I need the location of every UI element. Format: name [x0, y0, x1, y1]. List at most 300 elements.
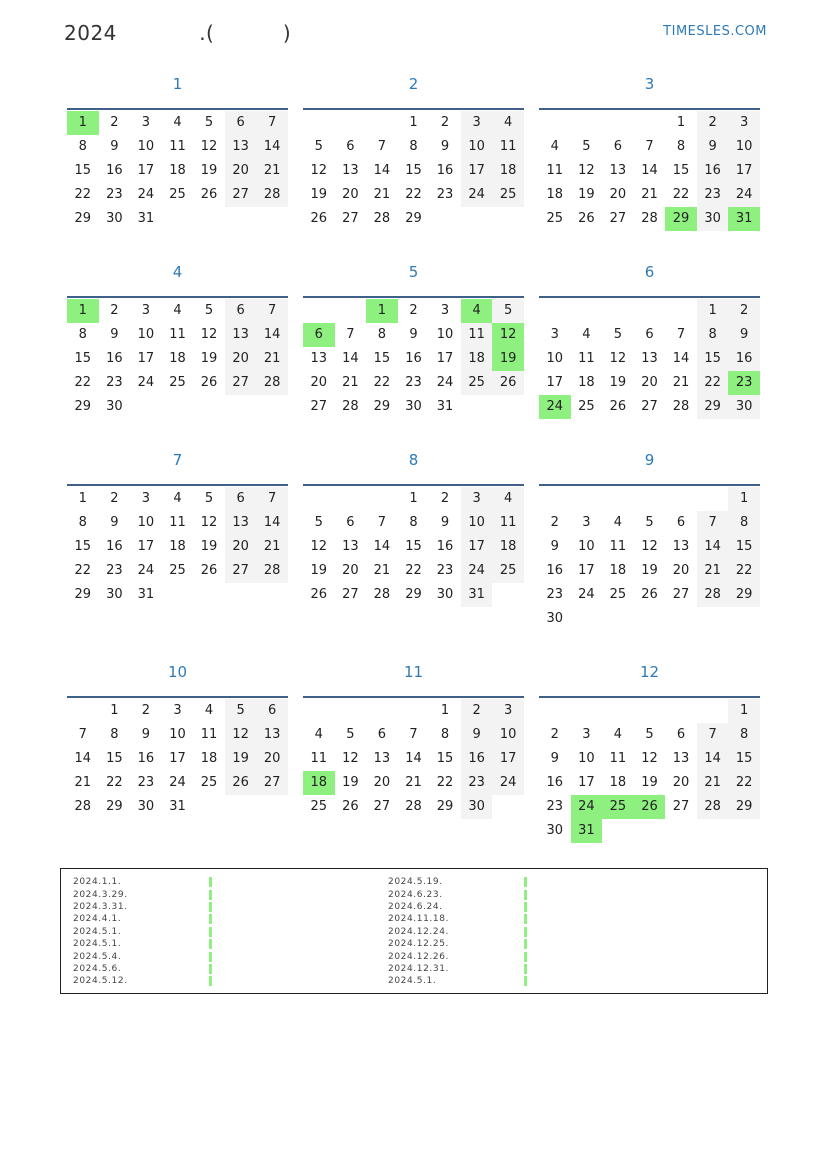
holiday-color-marker [209, 914, 212, 924]
holiday-list-right [388, 876, 527, 988]
day-cell: 28 [697, 583, 729, 607]
day-cell: 6 [377, 727, 387, 742]
day-cell: 11 [310, 751, 328, 766]
day-cell: 14 [641, 163, 658, 178]
month-title: 6 [644, 263, 655, 281]
day-cell: 15 [74, 539, 92, 554]
month-calendar [67, 260, 288, 448]
day-cell: 17 [546, 375, 564, 390]
month-day-grid [303, 111, 524, 231]
empty-day-cell [303, 487, 335, 511]
holiday-entry [388, 938, 527, 950]
day-cell: 20 [373, 775, 391, 790]
month-divider [539, 296, 760, 298]
empty-day-cell [571, 299, 603, 323]
month-calendar [303, 448, 524, 660]
day-cell: 21 [74, 775, 92, 790]
day-cell: 18 [492, 159, 524, 183]
day-cell: 30 [106, 399, 123, 414]
day-cell: 12 [200, 139, 218, 154]
day-cell: 20 [342, 187, 359, 202]
day-cell: 27 [609, 211, 627, 226]
day-cell: 9 [141, 727, 151, 742]
day-cell: 2 [697, 111, 729, 135]
day-cell: 20 [672, 775, 690, 790]
day-cell: 11 [492, 511, 524, 535]
day-cell: 4 [173, 491, 182, 506]
day-cell: 11 [609, 539, 627, 554]
day-cell: 16 [697, 159, 729, 183]
month-title: 12 [639, 663, 660, 681]
day-cell: 8 [78, 139, 87, 154]
day-cell: 23 [436, 187, 454, 202]
day-cell: 16 [546, 563, 564, 578]
holiday-entry [388, 913, 527, 925]
day-cell: 29 [728, 795, 760, 819]
day-cell: 6 [225, 299, 257, 323]
day-cell: 5 [346, 727, 355, 742]
empty-day-cell [665, 487, 697, 511]
day-cell: 27 [641, 399, 658, 414]
day-cell: 21 [256, 159, 288, 183]
months-grid [67, 72, 761, 872]
day-cell: 8 [377, 327, 387, 342]
holiday-day-cell: 6 [303, 323, 335, 347]
day-cell: 2 [550, 515, 559, 530]
day-cell: 24 [461, 559, 493, 583]
day-cell: 12 [200, 327, 218, 342]
holiday-day-cell: 24 [539, 395, 571, 419]
day-cell: 14 [74, 751, 92, 766]
holiday-entry [73, 888, 212, 900]
day-cell: 12 [200, 515, 218, 530]
day-cell: 3 [728, 111, 760, 135]
holiday-color-marker [524, 964, 527, 974]
day-cell: 27 [225, 371, 257, 395]
day-cell: 28 [373, 211, 391, 226]
holiday-date: 2024.5.1. [388, 976, 437, 987]
day-cell: 27 [342, 587, 359, 602]
day-cell: 27 [342, 211, 359, 226]
day-cell: 24 [461, 183, 493, 207]
day-cell: 1 [697, 299, 729, 323]
day-cell: 8 [110, 727, 119, 742]
holiday-color-marker [524, 976, 527, 986]
holiday-entry [73, 926, 212, 938]
day-cell: 21 [405, 775, 422, 790]
day-cell: 2 [461, 699, 493, 723]
empty-day-cell [366, 111, 398, 135]
day-cell: 5 [613, 327, 623, 342]
day-cell: 17 [169, 751, 186, 766]
day-cell: 29 [728, 583, 760, 607]
empty-day-cell [303, 111, 335, 135]
day-cell: 14 [672, 351, 690, 366]
month-divider [303, 696, 524, 698]
day-cell: 7 [256, 487, 288, 511]
day-cell: 9 [697, 135, 729, 159]
day-cell: 31 [169, 799, 186, 814]
holiday-color-marker [524, 902, 527, 912]
day-cell: 19 [225, 747, 257, 771]
day-cell: 10 [546, 351, 564, 366]
day-cell: 16 [546, 775, 564, 790]
month-calendar [539, 660, 760, 872]
day-cell: 5 [204, 303, 214, 318]
day-cell: 21 [342, 375, 359, 390]
month-calendar [67, 660, 288, 872]
day-cell: 9 [550, 751, 559, 766]
day-cell: 24 [137, 375, 155, 390]
day-cell: 24 [436, 375, 454, 390]
day-cell: 2 [110, 491, 119, 506]
day-cell: 16 [461, 747, 493, 771]
holiday-list [60, 868, 768, 994]
holiday-date: 2024.5.19. [388, 877, 443, 888]
empty-day-cell [665, 699, 697, 723]
day-cell: 14 [405, 751, 422, 766]
day-cell: 17 [578, 775, 595, 790]
day-cell: 21 [672, 375, 690, 390]
holiday-entry [388, 950, 527, 962]
holiday-day-cell: 26 [634, 795, 666, 819]
day-cell: 25 [200, 775, 218, 790]
day-cell: 23 [697, 183, 729, 207]
holiday-date: 2024.6.23. [388, 889, 443, 900]
day-cell: 23 [461, 771, 493, 795]
day-cell: 1 [728, 699, 760, 723]
day-cell: 30 [405, 399, 422, 414]
day-cell: 7 [697, 723, 729, 747]
day-cell: 29 [373, 399, 391, 414]
day-cell: 18 [200, 751, 218, 766]
month-calendar [67, 72, 288, 260]
day-cell: 30 [106, 211, 123, 226]
day-cell: 24 [137, 187, 155, 202]
day-cell: 15 [728, 747, 760, 771]
month-title: 8 [408, 451, 419, 469]
month-day-grid [303, 699, 524, 819]
month-calendar [303, 72, 524, 260]
month-calendar [303, 260, 524, 448]
day-cell: 6 [346, 139, 355, 154]
day-cell: 17 [492, 747, 524, 771]
day-cell: 29 [405, 587, 422, 602]
day-cell: 28 [641, 211, 658, 226]
day-cell: 30 [137, 799, 155, 814]
day-cell: 30 [546, 823, 564, 838]
day-cell: 25 [169, 563, 186, 578]
month-day-grid [67, 487, 288, 607]
day-cell: 21 [373, 187, 391, 202]
day-cell: 27 [672, 799, 690, 814]
day-cell: 4 [582, 327, 591, 342]
holiday-day-cell: 1 [67, 111, 99, 135]
day-cell: 13 [225, 323, 257, 347]
day-cell: 10 [492, 723, 524, 747]
month-title: 10 [167, 663, 188, 681]
day-cell: 11 [169, 139, 186, 154]
day-cell: 31 [461, 583, 493, 607]
day-cell: 10 [169, 727, 186, 742]
day-cell: 7 [256, 299, 288, 323]
day-cell: 21 [256, 535, 288, 559]
day-cell: 23 [106, 375, 123, 390]
day-cell: 28 [256, 559, 288, 583]
empty-day-cell [602, 111, 634, 135]
day-cell: 19 [310, 563, 328, 578]
holiday-date: 2024.12.25. [388, 939, 449, 950]
holiday-date: 2024.12.26. [388, 951, 449, 962]
day-cell: 7 [346, 327, 355, 342]
day-cell: 26 [641, 587, 658, 602]
day-cell: 26 [200, 375, 218, 390]
day-cell: 29 [106, 799, 123, 814]
empty-day-cell [335, 111, 367, 135]
day-cell: 4 [492, 487, 524, 511]
day-cell: 12 [225, 723, 257, 747]
day-cell: 22 [728, 771, 760, 795]
day-cell: 15 [672, 163, 690, 178]
day-cell: 23 [546, 587, 564, 602]
day-cell: 11 [492, 135, 524, 159]
holiday-day-cell: 18 [303, 771, 335, 795]
holiday-date: 2024.3.31. [73, 901, 128, 912]
day-cell: 28 [697, 795, 729, 819]
day-cell: 6 [225, 487, 257, 511]
day-cell: 4 [550, 139, 559, 154]
day-cell: 3 [461, 111, 493, 135]
month-title: 11 [403, 663, 424, 681]
day-cell: 21 [373, 563, 391, 578]
empty-day-cell [539, 487, 571, 511]
day-cell: 15 [697, 347, 729, 371]
day-cell: 14 [697, 747, 729, 771]
day-cell: 7 [377, 139, 387, 154]
day-cell: 10 [728, 135, 760, 159]
day-cell: 22 [74, 563, 92, 578]
day-cell: 11 [578, 351, 595, 366]
day-cell: 8 [728, 511, 760, 535]
empty-day-cell [539, 111, 571, 135]
brand-link[interactable]: TIMESLES.COM [663, 24, 767, 39]
day-cell: 31 [436, 399, 454, 414]
day-cell: 9 [461, 723, 493, 747]
day-cell: 8 [697, 323, 729, 347]
day-cell: 17 [137, 539, 155, 554]
day-cell: 30 [436, 587, 454, 602]
day-cell: 13 [342, 539, 359, 554]
day-cell: 3 [582, 515, 591, 530]
holiday-date: 2024.5.1. [73, 939, 122, 950]
day-cell: 26 [609, 399, 627, 414]
day-cell: 23 [436, 563, 454, 578]
day-cell: 10 [436, 327, 454, 342]
day-cell: 5 [204, 491, 214, 506]
empty-day-cell [366, 487, 398, 511]
day-cell: 23 [106, 187, 123, 202]
day-cell: 3 [173, 703, 182, 718]
day-cell: 6 [346, 515, 355, 530]
day-cell: 22 [74, 187, 92, 202]
holiday-date: 2024.12.24. [388, 926, 449, 937]
day-cell: 31 [137, 211, 155, 226]
day-cell: 1 [728, 487, 760, 511]
day-cell: 3 [492, 699, 524, 723]
day-cell: 1 [110, 703, 119, 718]
day-cell: 11 [546, 163, 564, 178]
month-calendar [539, 448, 760, 660]
day-cell: 22 [436, 775, 454, 790]
month-divider [67, 484, 288, 486]
day-cell: 2 [110, 115, 119, 130]
day-cell: 16 [728, 347, 760, 371]
holiday-day-cell: 23 [728, 371, 760, 395]
day-cell: 17 [436, 351, 454, 366]
day-cell: 4 [613, 515, 623, 530]
holiday-day-cell: 19 [492, 347, 524, 371]
holiday-entry [388, 876, 527, 888]
day-cell: 27 [256, 771, 288, 795]
day-cell: 13 [256, 723, 288, 747]
holiday-date: 2024.1.1. [73, 877, 122, 888]
holiday-date: 2024.6.24. [388, 901, 443, 912]
day-cell: 6 [676, 727, 686, 742]
day-cell: 2 [728, 299, 760, 323]
day-cell: 18 [492, 535, 524, 559]
day-cell: 28 [342, 399, 359, 414]
day-cell: 29 [74, 211, 92, 226]
day-cell: 18 [169, 539, 186, 554]
holiday-day-cell: 1 [67, 299, 99, 323]
day-cell: 9 [110, 327, 119, 342]
day-cell: 25 [169, 375, 186, 390]
day-cell: 13 [609, 163, 627, 178]
holiday-color-marker [209, 952, 212, 962]
month-title: 7 [172, 451, 183, 469]
day-cell: 30 [461, 795, 493, 819]
month-day-grid [67, 111, 288, 231]
day-cell: 4 [613, 727, 623, 742]
day-cell: 22 [672, 187, 690, 202]
day-cell: 22 [405, 563, 422, 578]
day-cell: 20 [609, 187, 627, 202]
page-title: 2024 .( ) [64, 21, 292, 45]
day-cell: 29 [74, 587, 92, 602]
day-cell: 12 [641, 751, 658, 766]
day-cell: 20 [256, 747, 288, 771]
day-cell: 28 [256, 183, 288, 207]
day-cell: 26 [310, 587, 328, 602]
holiday-color-marker [209, 877, 212, 887]
holiday-entry [73, 950, 212, 962]
day-cell: 26 [578, 211, 595, 226]
holiday-color-marker [209, 890, 212, 900]
holiday-color-marker [524, 890, 527, 900]
holiday-date: 2024.3.29. [73, 889, 128, 900]
day-cell: 25 [492, 559, 524, 583]
day-cell: 17 [461, 535, 493, 559]
day-cell: 14 [256, 511, 288, 535]
day-cell: 21 [256, 347, 288, 371]
day-cell: 15 [106, 751, 123, 766]
day-cell: 28 [74, 799, 92, 814]
day-cell: 18 [169, 351, 186, 366]
day-cell: 18 [461, 347, 493, 371]
month-title: 4 [172, 263, 183, 281]
day-cell: 2 [110, 303, 119, 318]
day-cell: 27 [373, 799, 391, 814]
day-cell: 13 [672, 751, 690, 766]
day-cell: 1 [440, 703, 450, 718]
day-cell: 6 [676, 515, 686, 530]
day-cell: 15 [74, 351, 92, 366]
day-cell: 26 [492, 371, 524, 395]
day-cell: 1 [409, 491, 418, 506]
day-cell: 26 [200, 563, 218, 578]
holiday-entry [73, 913, 212, 925]
day-cell: 15 [405, 539, 422, 554]
day-cell: 8 [440, 727, 450, 742]
day-cell: 3 [141, 491, 151, 506]
holiday-entry [388, 963, 527, 975]
day-cell: 25 [461, 371, 493, 395]
empty-day-cell [398, 699, 430, 723]
day-cell: 19 [641, 563, 658, 578]
day-cell: 13 [672, 539, 690, 554]
empty-day-cell [539, 699, 571, 723]
day-cell: 5 [582, 139, 591, 154]
day-cell: 5 [492, 299, 524, 323]
day-cell: 18 [578, 375, 595, 390]
day-cell: 11 [609, 751, 627, 766]
day-cell: 16 [405, 351, 422, 366]
empty-day-cell [634, 111, 666, 135]
month-title: 9 [644, 451, 655, 469]
day-cell: 9 [110, 139, 119, 154]
holiday-entry [73, 975, 212, 987]
month-day-grid [539, 299, 760, 419]
day-cell: 24 [169, 775, 186, 790]
day-cell: 22 [405, 187, 422, 202]
day-cell: 5 [645, 727, 654, 742]
day-cell: 25 [609, 587, 627, 602]
day-cell: 25 [169, 187, 186, 202]
month-divider [539, 484, 760, 486]
month-day-grid [539, 487, 760, 631]
month-day-grid [539, 111, 760, 231]
day-cell: 27 [672, 587, 690, 602]
day-cell: 25 [492, 183, 524, 207]
day-cell: 3 [440, 303, 450, 318]
empty-day-cell [303, 299, 335, 323]
day-cell: 22 [373, 375, 391, 390]
holiday-date: 2024.5.6. [73, 963, 122, 974]
day-cell: 23 [137, 775, 155, 790]
day-cell: 8 [409, 515, 418, 530]
month-divider [67, 296, 288, 298]
empty-day-cell [335, 699, 367, 723]
day-cell: 3 [461, 487, 493, 511]
month-calendar [303, 660, 524, 872]
empty-day-cell [335, 299, 367, 323]
day-cell: 21 [697, 771, 729, 795]
day-cell: 25 [546, 211, 564, 226]
day-cell: 29 [405, 211, 422, 226]
day-cell: 4 [173, 303, 182, 318]
day-cell: 12 [342, 751, 359, 766]
empty-day-cell [602, 699, 634, 723]
